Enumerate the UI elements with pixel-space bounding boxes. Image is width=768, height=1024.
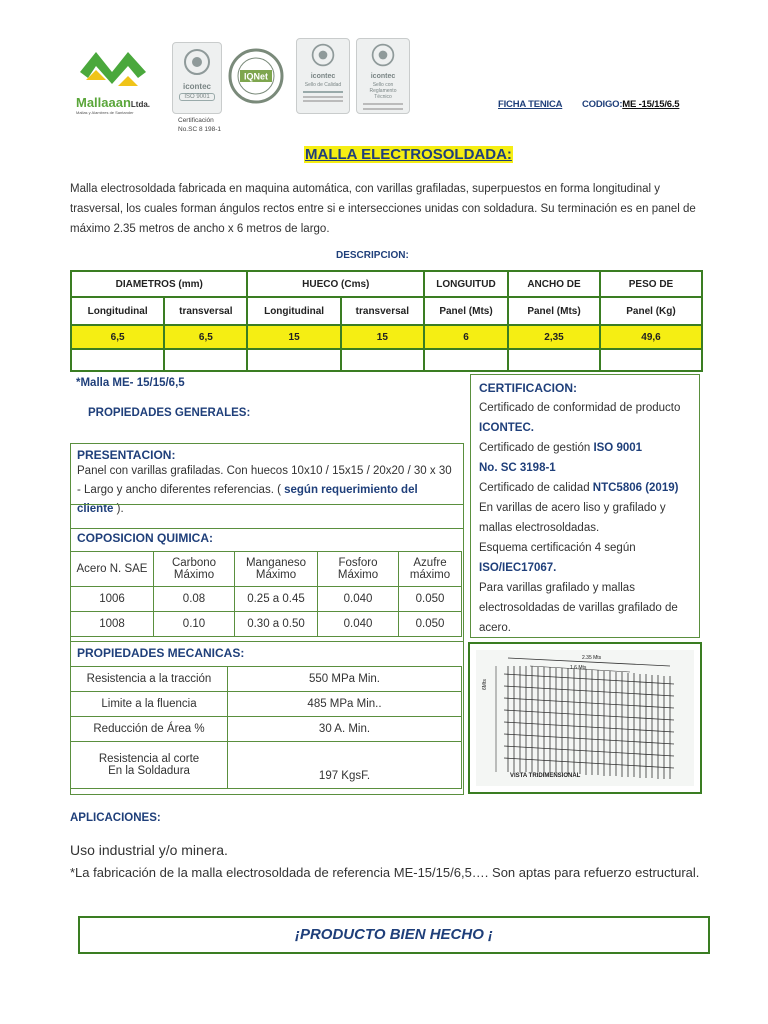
- empty-cell: [600, 349, 702, 371]
- chem-header: Carbono Máximo: [154, 552, 235, 587]
- presentacion-text-bold: según requerimiento del cliente: [77, 484, 418, 515]
- header-diametros: DIAMETROS (mm): [71, 271, 247, 297]
- chem-cell: 0.25 a 0.45: [235, 587, 318, 612]
- icontec-seal-icon: [182, 47, 212, 77]
- presentacion-box: [70, 443, 464, 529]
- codigo: [582, 99, 679, 110]
- mech-label: Resistencia a la tracción: [71, 667, 228, 692]
- mech-value: 550 MPa Min.: [228, 667, 462, 692]
- sello-reglamento-label: Sello con Reglamento Técnico: [369, 82, 397, 100]
- spec-table: [70, 270, 703, 372]
- icontec-label: icontec: [370, 73, 396, 80]
- icontec-seal-icon: [310, 42, 336, 68]
- cert-line: Certificado de conformidad de producto: [479, 402, 681, 414]
- subheader: Longitudinal: [71, 297, 164, 325]
- sello-calidad-label: Sello de Calidad: [304, 82, 342, 88]
- propiedades-generales-label: PROPIEDADES GENERALES:: [88, 407, 251, 419]
- certificacion-title: CERTIFICACION:: [479, 381, 577, 395]
- icontec-sello-calidad-logo: [296, 38, 350, 114]
- composicion-box: [70, 527, 464, 642]
- aplicaciones-title: APLICACIONES:: [70, 812, 161, 824]
- svg-text:VISTA TRIDIMENSIONAL: VISTA TRIDIMENSIONAL: [510, 773, 581, 779]
- iqnet-seal-icon: [228, 40, 284, 112]
- company-logo: [76, 46, 152, 116]
- chem-cell: 0.050: [399, 587, 462, 612]
- iso9001-label: ISO 9001: [179, 93, 215, 101]
- presentacion-title: PRESENTACION:: [77, 448, 176, 462]
- descripcion-label: DESCRIPCION:: [336, 250, 409, 261]
- svg-text:1.6 Mts: 1.6 Mts: [570, 665, 587, 671]
- presentacion-text-end: ).: [113, 503, 124, 515]
- aplicaciones-line1: Uso industrial y/o minera.: [70, 842, 228, 858]
- cert-line: Certificado de gestión: [479, 442, 591, 454]
- intro-paragraph: Malla electrosoldada fabricada en maquina automática, con varillas grafiladas, superpuestos en forma longitudinal y trasversal, los cuales forman ángulos rectos entre si e intersecciones unidas con soldadura. Su terminación es en panel de máximo 2.35 metros de ancho x 6 metros de largo.: [70, 183, 696, 235]
- value-cell: 15: [341, 325, 424, 349]
- mesh-diagram: [470, 644, 700, 792]
- icontec-sello-reglamento-logo: [356, 38, 410, 114]
- brand-suffix: Ltda.: [130, 100, 151, 109]
- empty-cell: [71, 349, 164, 371]
- chem-cell: 0.30 a 0.50: [235, 612, 318, 637]
- subheader: transversal: [164, 297, 247, 325]
- page-title: MALLA ELECTROSOLDADA:: [305, 146, 512, 163]
- mech-label: Limite a la fluencia: [71, 692, 228, 717]
- subheader: Panel (Kg): [600, 297, 702, 325]
- svg-text:IQNet: IQNet: [243, 71, 269, 82]
- mesh-diagram-box: [468, 642, 702, 794]
- empty-cell: [247, 349, 340, 371]
- mech-table: [70, 666, 462, 789]
- chem-header: Acero N. SAE: [71, 552, 154, 587]
- chem-cell: 0.040: [318, 612, 399, 637]
- icontec-label: icontec: [310, 73, 336, 80]
- malla-reference: *Malla ME- 15/15/6,5: [76, 377, 185, 389]
- cert-line: Para varillas grafilado y mallas electrosoldadas de varillas grafilado de acero.: [479, 582, 678, 634]
- mech-value: 30 A. Min.: [228, 717, 462, 742]
- cert-line: Certificado de calidad: [479, 482, 590, 494]
- mech-value: 485 MPa Min..: [228, 692, 462, 717]
- cert-line: Esquema certificación 4 según: [479, 542, 636, 554]
- mecanicas-box: [70, 641, 464, 795]
- value-cell: 6: [424, 325, 508, 349]
- presentacion-text-part: Panel con varillas grafiladas. Con huecos 10x10 / 15x15 / 20x20 / 30 x 30 - Largo y ancho diferentes referencias. (: [77, 465, 452, 496]
- value-cell: 15: [247, 325, 340, 349]
- chem-header: Fosforo Máximo: [318, 552, 399, 587]
- ficha-tecnica-label: FICHA TENICA: [498, 99, 563, 110]
- subheader: Longitudinal: [247, 297, 340, 325]
- icontec-iso9001-logo: [172, 42, 222, 114]
- mech-label: Reducción de Área %: [71, 717, 228, 742]
- header-peso: PESO DE: [600, 271, 702, 297]
- chem-table: [70, 551, 462, 637]
- cert-note: [178, 116, 221, 134]
- cert-note-line1: Certificación: [178, 117, 214, 124]
- cert-line-bold: NTC5806 (2019): [592, 482, 679, 494]
- brand-tagline: Mallas y Alambres de Santander: [76, 110, 134, 115]
- cert-line-bold: No. SC 3198-1: [479, 462, 556, 474]
- codigo-value: ME -15/15/6.5: [622, 99, 680, 110]
- iqnet-logo: [228, 40, 284, 112]
- cert-note-line2: No.SC 8 198-1: [178, 126, 221, 133]
- brand-name: Mallaaan: [76, 95, 131, 110]
- mech-label: Resistencia al corte En la Soldadura: [71, 742, 228, 789]
- header-longuitud: LONGUITUD: [424, 271, 508, 297]
- chem-header: Azufre máximo: [399, 552, 462, 587]
- svg-text:6Mts: 6Mts: [482, 679, 488, 690]
- certificacion-box: [470, 374, 700, 638]
- header-hueco: HUECO (Cms): [247, 271, 424, 297]
- icontec-label: icontec: [182, 82, 211, 91]
- aplicaciones-line2: *La fabricación de la malla electrosoldada de referencia ME-15/15/6,5…. Son aptas para refuerzo estructural.: [70, 865, 700, 880]
- value-cell: 2,35: [508, 325, 600, 349]
- chem-cell: 0.040: [318, 587, 399, 612]
- subheader: transversal: [341, 297, 424, 325]
- mecanicas-title: PROPIEDADES MECANICAS:: [77, 646, 245, 660]
- chem-cell: 0.08: [154, 587, 235, 612]
- cert-line-bold: ISO/IEC17067.: [479, 562, 557, 574]
- chem-cell: 1006: [71, 587, 154, 612]
- value-cell: 49,6: [600, 325, 702, 349]
- empty-cell: [508, 349, 600, 371]
- footer-banner: [78, 916, 710, 954]
- cert-line-bold: ICONTEC.: [479, 422, 534, 434]
- cert-line: En varillas de acero liso y grafilado y mallas electrosoldadas.: [479, 502, 666, 534]
- empty-cell: [424, 349, 508, 371]
- chem-cell: 1008: [71, 612, 154, 637]
- chem-cell: 0.10: [154, 612, 235, 637]
- footer-banner-text: ¡PRODUCTO BIEN HECHO ¡: [294, 926, 494, 943]
- composicion-title: COPOSICION QUIMICA:: [77, 531, 214, 545]
- svg-text:2.35 Mts: 2.35 Mts: [582, 655, 602, 661]
- cert-line-bold: ISO 9001: [593, 442, 643, 454]
- codigo-label: CODIGO:: [582, 99, 623, 110]
- subheader: Panel (Mts): [508, 297, 600, 325]
- subheader: Panel (Mts): [424, 297, 508, 325]
- mech-value: 197 KgsF.: [228, 742, 462, 789]
- chem-header: Manganeso Máximo: [235, 552, 318, 587]
- value-cell: 6,5: [164, 325, 247, 349]
- header-ancho: ANCHO DE: [508, 271, 600, 297]
- icontec-seal-icon: [370, 42, 396, 68]
- chem-cell: 0.050: [399, 612, 462, 637]
- presentacion-text: [71, 462, 463, 519]
- empty-cell: [164, 349, 247, 371]
- empty-cell: [341, 349, 424, 371]
- value-cell: 6,5: [71, 325, 164, 349]
- mallaaan-mark-icon: [76, 46, 152, 92]
